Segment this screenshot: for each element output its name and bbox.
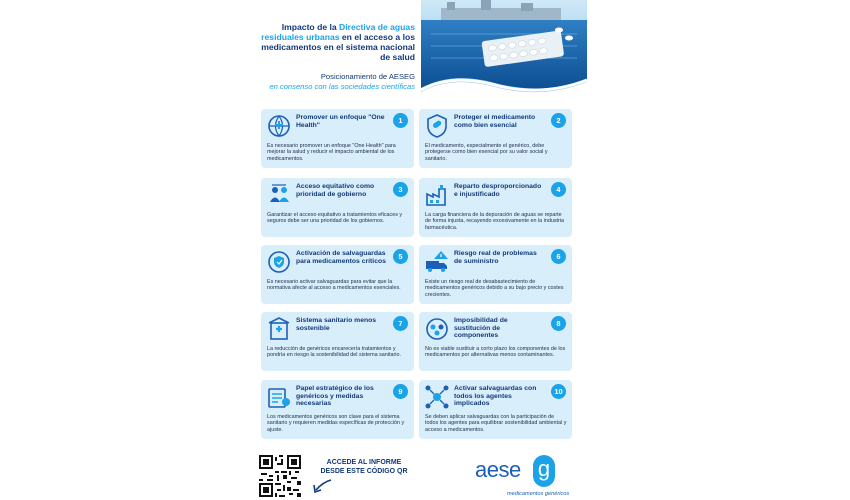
- card-number: 1: [393, 113, 408, 128]
- card-number: 2: [551, 113, 566, 128]
- logo-letter: g: [533, 455, 555, 487]
- card-number: 4: [551, 182, 566, 197]
- card-number: 7: [393, 316, 408, 331]
- infographic-poster: [253, 0, 587, 500]
- shield-pill-icon: [424, 113, 450, 139]
- hospital-icon: [266, 316, 292, 342]
- factory-icon: [424, 182, 450, 208]
- card-number: 8: [551, 316, 566, 331]
- water-treatment-illustration: [421, 0, 587, 96]
- card-body: Se deben aplicar salvaguardas con la participación de todos los agentes para equilibrar sostenibilidad ambiental y acceso a medicamentos.: [425, 414, 567, 433]
- card-body: Existe un riesgo real de desabastecimiento de medicamentos genéricos debido a su bajo precio y costes crecientes.: [425, 279, 564, 298]
- card-6: [419, 245, 572, 304]
- card-number: 10: [551, 384, 566, 399]
- aeseg-logo: [475, 455, 585, 500]
- card-body: La carga financiera de la depuración de aguas se reparte de forma injusta, recayendo excesivamente en la industria farmacéutica.: [425, 212, 565, 231]
- title-highlight: Directiva de aguas residuales urbanas: [261, 22, 415, 42]
- subtitle-line2: en consenso con las sociedades científicas: [269, 81, 415, 91]
- arrow-icon: [311, 478, 333, 494]
- page-title: [257, 22, 415, 62]
- strategy-icon: [266, 384, 292, 410]
- card-9: [261, 380, 414, 439]
- card-title: Riesgo real de problemas de suministro: [454, 250, 537, 265]
- title-part1: Impacto de la: [281, 22, 340, 32]
- truck-warning-icon: [424, 249, 450, 275]
- card-10: [419, 380, 572, 439]
- card-4: [419, 178, 572, 237]
- globe-health-icon: [266, 113, 292, 139]
- card-number: 3: [393, 182, 408, 197]
- card-number: 5: [393, 249, 408, 264]
- card-3: [261, 178, 414, 237]
- card-title: Reparto desproporcionado e injustificado: [454, 183, 542, 198]
- logo-word: aese: [475, 457, 521, 482]
- card-title: Acceso equitativo como prioridad de gobierno: [296, 183, 375, 198]
- safeguard-icon: [266, 249, 292, 275]
- card-1: [261, 109, 414, 168]
- card-title: Promover un enfoque "One Health": [296, 114, 385, 129]
- card-body: No es viable sustituir a corto plazo los componentes de los medicamentos por alternativas menos contaminantes.: [425, 346, 566, 359]
- qr-caption: ACCEDE AL INFORME DESDE ESTE CÓDIGO QR: [320, 459, 408, 475]
- card-body: Garantizar el acceso equitativo a tratamientos eficaces y seguros debe ser una prioridad de los gobiernos.: [267, 212, 403, 225]
- qr-code-icon: [259, 455, 301, 497]
- title-part2: en el acceso a los medicamentos en el sistema nacional de salud: [261, 32, 415, 62]
- card-body: El medicamento, especialmente el genérico, debe protegerse como bien esencial por su valor social y sanitario.: [425, 143, 548, 162]
- hero-image: [421, 0, 587, 96]
- card-title: Sistema sanitario menos sostenible: [296, 317, 377, 332]
- card-8: [419, 312, 572, 371]
- card-body: Los medicamentos genéricos son clave para el sistema sanitario y requieren medidas específicas de protección y ajuste.: [267, 414, 405, 433]
- card-number: 9: [393, 384, 408, 399]
- logo-tagline: medicamentos genéricos: [507, 491, 570, 497]
- network-icon: [424, 384, 450, 410]
- card-body: Es necesario activar salvaguardas para evitar que la normativa afecte al acceso a medicamentos esenciales.: [267, 279, 401, 292]
- card-body: Es necesario promover un enfoque "One Health" para mejorar la salud y reducir el impacto ambiental de los medicamentos.: [267, 143, 396, 162]
- card-2: [419, 109, 572, 168]
- card-title: Activar salvaguardas con todos los agentes implicados: [454, 385, 537, 408]
- card-5: [261, 245, 414, 304]
- qr-code[interactable]: [259, 455, 301, 497]
- card-body: La reducción de genéricos encarecería tratamientos y pondría en riesgo la sostenibilidad del sistema sanitario.: [267, 346, 401, 359]
- card-title: Activación de salvaguardas para medicamentos críticos: [296, 250, 386, 265]
- card-7: [261, 312, 414, 371]
- card-title: Proteger el medicamento como bien esencial: [454, 114, 536, 129]
- subtitle-line1: Posicionamiento de AESEG: [320, 72, 415, 81]
- components-icon: [424, 316, 450, 342]
- people-access-icon: [266, 182, 292, 208]
- card-title: Imposibilidad de sustitución de componentes: [454, 317, 508, 340]
- subtitle: [257, 72, 415, 91]
- card-number: 6: [551, 249, 566, 264]
- card-title: Papel estratégico de los genéricos y medidas necesarias: [296, 385, 374, 408]
